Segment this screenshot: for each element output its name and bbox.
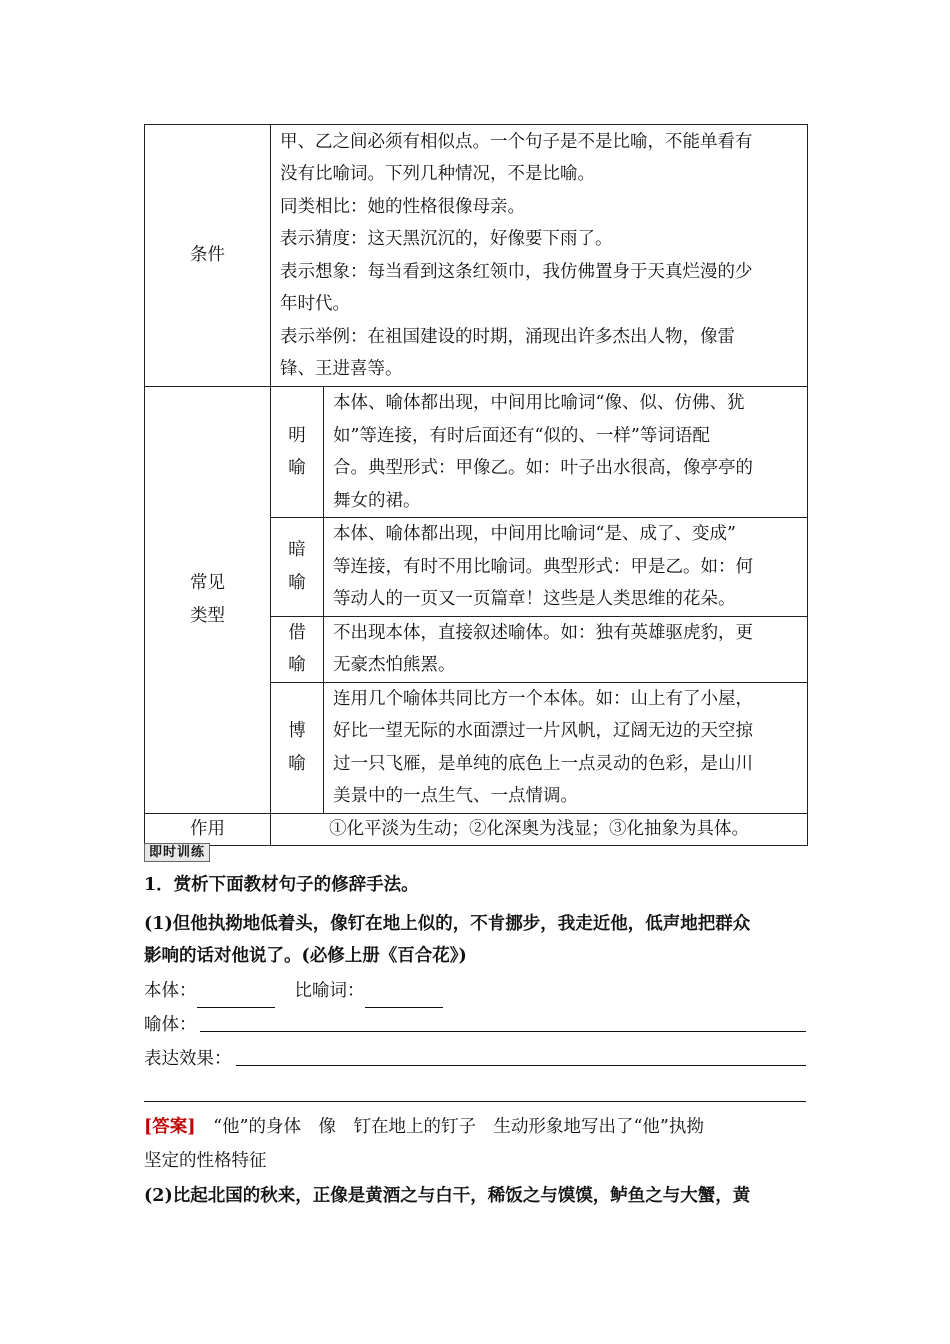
yuti-blank[interactable] bbox=[200, 1031, 806, 1032]
simile-content bbox=[324, 387, 808, 518]
types-label-line: 类型 bbox=[190, 605, 225, 626]
function-label: 作用 bbox=[145, 813, 271, 845]
answer-text: “他”的身体 像 钉在地上的钉子 生动形象地写出了“他”执拗 bbox=[213, 1117, 704, 1137]
extended-line: 美景中的一点生气、一点情调。 bbox=[333, 786, 578, 806]
simile-label bbox=[271, 387, 324, 518]
extended-line: 过一只飞雁，是单纯的底色上一点灵动的色彩，是山川 bbox=[333, 753, 753, 774]
metonymy-content bbox=[324, 616, 808, 682]
condition-line: 没有比喻词。下列几种情况，不是比喻。 bbox=[280, 164, 595, 184]
effect-label: 表达效果： bbox=[144, 1049, 232, 1069]
table-row-condition bbox=[145, 125, 808, 387]
simile-line: 本体、喻体都出现，中间用比喻词“像、似、仿佛、犹 bbox=[333, 393, 745, 413]
effect-blank[interactable] bbox=[236, 1065, 806, 1066]
extended-content bbox=[324, 682, 808, 813]
condition-line: 年时代。 bbox=[280, 294, 350, 314]
metaphor-label-char: 喻 bbox=[288, 572, 306, 593]
metaphor-line: 等连接，有时不用比喻词。典型形式：甲是乙。如：何 bbox=[333, 556, 753, 577]
metonymy-line: 无豪杰怕熊罴。 bbox=[333, 655, 456, 675]
extended-label-char: 博 bbox=[288, 721, 306, 741]
question-sentence-line: (1)但他执拗地低着头，像钉在地上似的，不肯挪步，我走近他，低声地把群众 bbox=[144, 914, 751, 934]
metonymy-label-char: 借 bbox=[288, 622, 306, 643]
answer-tag: [答案] bbox=[144, 1117, 196, 1137]
metaphor-line: 等动人的一页又一页篇章！这些是人类思维的花朵。 bbox=[333, 589, 736, 609]
metonymy-line: 不出现本体，直接叙述喻体。如：独有英雄驱虎豹，更 bbox=[333, 622, 753, 643]
condition-line: 表示想象：每当看到这条红领巾，我仿佛置身于天真烂漫的少 bbox=[280, 261, 753, 282]
condition-line: 表示举例：在祖国建设的时期，涌现出许多杰出人物，像雷 bbox=[280, 326, 735, 347]
metaphor-content bbox=[324, 518, 808, 617]
condition-content bbox=[271, 125, 808, 387]
function-content: ①化平淡为生动；②化深奥为浅显；③化抽象为具体。 bbox=[271, 813, 808, 845]
benti-blank[interactable] bbox=[197, 985, 275, 1008]
question-title: 1．赏析下面教材句子的修辞手法。 bbox=[144, 875, 419, 895]
extended-label-char: 喻 bbox=[288, 753, 306, 774]
types-label bbox=[145, 387, 271, 814]
simile-label-char: 明 bbox=[288, 425, 306, 446]
simile-line: 舞女的裙。 bbox=[333, 490, 421, 511]
metonymy-label-char: 喻 bbox=[288, 655, 306, 675]
metonymy-label bbox=[271, 616, 324, 682]
condition-line: 同类相比：她的性格很像母亲。 bbox=[280, 196, 525, 217]
condition-line: 锋、王进喜等。 bbox=[280, 359, 403, 379]
biyuci-blank[interactable] bbox=[365, 985, 443, 1008]
extended-label bbox=[271, 682, 324, 813]
metaphor-line: 本体、喻体都出现，中间用比喻词“是、成了、变成” bbox=[333, 524, 736, 544]
yuti-label: 喻体： bbox=[144, 1015, 197, 1035]
condition-line: 表示猜度：这天黑沉沉的，好像要下雨了。 bbox=[280, 229, 613, 249]
effect-blank-extra[interactable] bbox=[144, 1101, 806, 1102]
simile-label-char: 喻 bbox=[288, 458, 306, 478]
table-row-function bbox=[145, 813, 808, 845]
question-sentence-line: 影响的话对他说了。(必修上册《百合花》) bbox=[144, 946, 467, 966]
extended-line: 连用几个喻体共同比方一个本体。如：山上有了小屋， bbox=[333, 688, 753, 709]
benti-label: 本体： bbox=[144, 981, 197, 1001]
condition-line: 甲、乙之间必须有相似点。一个句子是不是比喻，不能单看有 bbox=[280, 131, 753, 152]
yuti-row bbox=[144, 1008, 808, 1042]
simile-line: 如”等连接，有时后面还有“似的、一样”等词语配 bbox=[333, 425, 710, 446]
answer-fields-row bbox=[144, 974, 808, 1008]
answer-line-2: 坚定的性格特征 bbox=[144, 1151, 267, 1171]
metaphor-label-char: 暗 bbox=[288, 540, 306, 561]
extended-line: 好比一望无际的水面漂过一片风帆，辽阔无边的天空掠 bbox=[333, 721, 753, 741]
types-label-line: 常见 bbox=[190, 573, 225, 594]
table-row-simile bbox=[145, 387, 808, 518]
biyuci-label: 比喻词： bbox=[294, 981, 365, 1001]
effect-row bbox=[144, 1042, 808, 1076]
condition-label: 条件 bbox=[145, 125, 271, 387]
practice-tag: 即时训练 bbox=[144, 843, 210, 862]
metaphor-label bbox=[271, 518, 324, 617]
metaphor-table bbox=[144, 124, 808, 846]
answer-line bbox=[144, 1110, 808, 1144]
question-sentence-2: (2)比起北国的秋来，正像是黄酒之与白干，稀饭之与馍馍，鲈鱼之与大蟹，黄 bbox=[144, 1186, 751, 1206]
simile-line: 合。典型形式：甲像乙。如：叶子出水很高，像亭亭的 bbox=[333, 458, 753, 478]
